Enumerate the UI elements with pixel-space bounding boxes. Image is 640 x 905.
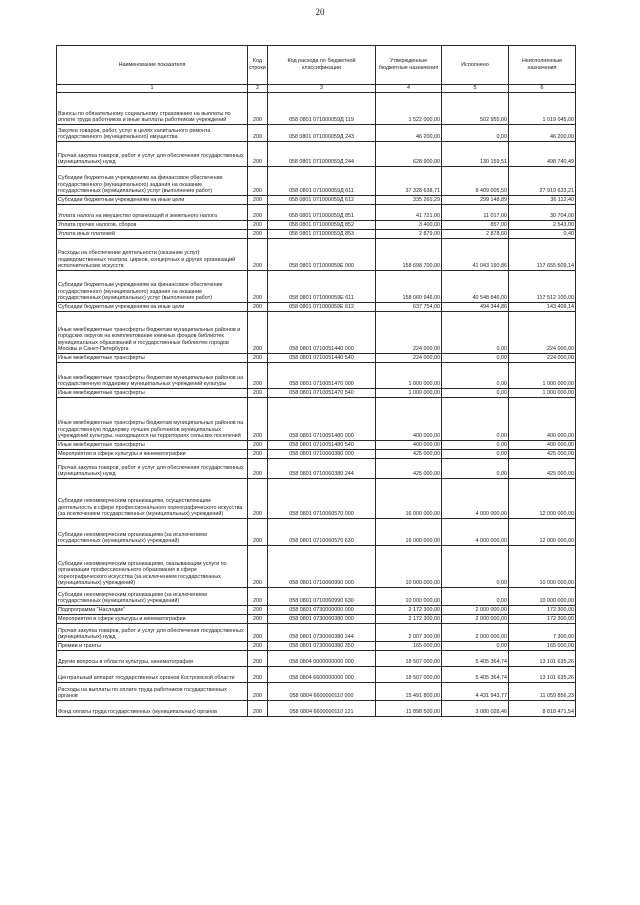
row-budget-code: 058 0801 0710051440 540 <box>268 354 376 363</box>
row-budget-code: 058 0801 0710060990 000 <box>268 546 376 588</box>
row-budget-code: 058 0801 0710051480 540 <box>268 441 376 450</box>
row-name: Иные межбюджетные трансферты бюджетам муниципальных районов на государственную поддержку лучших работников муниципальных учреждений культуры, находящихся на территориях сельских поселений <box>57 398 248 441</box>
header-budget-code: Код расхода по бюджетной классификации <box>268 46 376 85</box>
row-name: Уплата налога на имущество организаций и земельного налога <box>57 205 248 221</box>
row-name: Взносы по обязательному социальному страхованию на выплаты по оплате труда работников и иные выплаты работникам учреждений <box>57 93 248 125</box>
row-unexecuted: 11 059 856,23 <box>509 683 576 701</box>
row-executed: 857,00 <box>442 221 509 230</box>
table-row <box>57 615 576 624</box>
row-executed: 4 000 000,00 <box>442 519 509 546</box>
row-approved: 41 721,00 <box>376 205 442 221</box>
header-name: Наименование показателя <box>57 46 248 85</box>
row-unexecuted: 46 200,00 <box>509 125 576 142</box>
row-executed: 0,00 <box>442 398 509 441</box>
row-name: Иные межбюджетные трансферты <box>57 354 248 363</box>
row-name: Мероприятия в сфере культуры и кинематографии <box>57 450 248 459</box>
row-line-code: 200 <box>248 615 268 624</box>
row-approved: 16 000 000,00 <box>376 479 442 519</box>
row-approved: 16 000 000,00 <box>376 519 442 546</box>
row-executed: 0,00 <box>442 450 509 459</box>
row-budget-code: 058 0801 0710060380 000 <box>268 450 376 459</box>
row-executed: 494 344,86 <box>442 303 509 312</box>
row-name: Прочая закупка товаров, работ и услуг для обеспечения государственных (муниципальных) нужд <box>57 624 248 642</box>
column-number: 4 <box>376 85 442 93</box>
table-row <box>57 519 576 546</box>
row-line-code: 200 <box>248 398 268 441</box>
row-executed: 0,00 <box>442 441 509 450</box>
table-body <box>57 93 576 717</box>
row-budget-code: 058 0801 0710051480 000 <box>268 398 376 441</box>
row-approved: 158 698 700,00 <box>376 239 442 271</box>
row-executed: 2 000 000,00 <box>442 624 509 642</box>
row-approved: 2 172 300,00 <box>376 606 442 615</box>
column-number: 5 <box>442 85 509 93</box>
row-unexecuted: 425 000,00 <box>509 450 576 459</box>
row-line-code: 200 <box>248 230 268 239</box>
row-line-code: 200 <box>248 450 268 459</box>
row-line-code: 200 <box>248 142 268 167</box>
row-name: Иные межбюджетные трансферты бюджетам муниципальных районов на государственную поддержку муниципальных учреждений культуры <box>57 363 248 389</box>
row-approved: 10 000 000,00 <box>376 588 442 606</box>
row-executed: 502 955,00 <box>442 93 509 125</box>
row-budget-code: 058 0801 0730060380 000 <box>268 615 376 624</box>
table-row <box>57 205 576 221</box>
row-line-code: 200 <box>248 701 268 717</box>
row-name: Другие вопросы в области культуры, кинематографии <box>57 651 248 667</box>
row-line-code: 200 <box>248 519 268 546</box>
row-budget-code: 058 0801 071000059Д 852 <box>268 221 376 230</box>
row-executed: 299 148,89 <box>442 196 509 205</box>
row-budget-code: 058 0801 071000059Д 853 <box>268 230 376 239</box>
column-number: 6 <box>509 85 576 93</box>
budget-execution-table <box>56 45 576 717</box>
row-name: Иные межбюджетные трансферты <box>57 441 248 450</box>
table-row <box>57 167 576 196</box>
row-line-code: 200 <box>248 93 268 125</box>
row-unexecuted: 172 300,00 <box>509 615 576 624</box>
row-unexecuted: 7 300,00 <box>509 624 576 642</box>
row-line-code: 200 <box>248 363 268 389</box>
row-executed: 0,00 <box>442 312 509 354</box>
row-unexecuted: 498 740,49 <box>509 142 576 167</box>
row-executed: 0,00 <box>442 125 509 142</box>
row-line-code: 200 <box>248 196 268 205</box>
table-row <box>57 312 576 354</box>
row-approved: 18 507 000,00 <box>376 651 442 667</box>
row-approved: 3 400,00 <box>376 221 442 230</box>
table-row <box>57 546 576 588</box>
row-name: Субсидии бюджетным учреждениям на финансовое обеспечение государственного (муниципального) задания на оказание государственных (муниципальных) услуг (выполнение работ) <box>57 167 248 196</box>
row-approved: 1 522 000,00 <box>376 93 442 125</box>
row-approved: 224 000,00 <box>376 312 442 354</box>
row-executed: 41 043 190,86 <box>442 239 509 271</box>
table-row <box>57 230 576 239</box>
row-line-code: 200 <box>248 125 268 142</box>
row-approved: 46 200,00 <box>376 125 442 142</box>
header-unexecuted: Неисполненные назначения <box>509 46 576 85</box>
row-name: Субсидии некоммерческим организациям (за исключением государственных (муниципальных) учреждений) <box>57 588 248 606</box>
row-name: Субсидии некоммерческим организациям (за исключением государственных (муниципальных) учреждений) <box>57 519 248 546</box>
row-line-code: 200 <box>248 221 268 230</box>
header-approved: Утвержденные бюджетные назначения <box>376 46 442 85</box>
row-line-code: 200 <box>248 303 268 312</box>
row-line-code: 200 <box>248 642 268 651</box>
row-unexecuted: 2 543,00 <box>509 221 576 230</box>
row-executed: 3 080 028,46 <box>442 701 509 717</box>
row-executed: 0,00 <box>442 459 509 479</box>
row-unexecuted: 12 000 000,00 <box>509 479 576 519</box>
row-unexecuted: 10 000 000,00 <box>509 588 576 606</box>
row-name: Фонд оплаты труда государственных (муниципальных) органов <box>57 701 248 717</box>
row-budget-code: 058 0801 0710060380 244 <box>268 459 376 479</box>
table-row <box>57 398 576 441</box>
row-line-code: 200 <box>248 588 268 606</box>
row-unexecuted: 1 000 000,00 <box>509 389 576 398</box>
row-name: Премии и гранты <box>57 642 248 651</box>
row-unexecuted: 36 112,40 <box>509 196 576 205</box>
row-budget-code: 058 0801 071000059Д 851 <box>268 205 376 221</box>
row-line-code: 200 <box>248 271 268 303</box>
column-number-row <box>57 85 576 93</box>
table-row <box>57 196 576 205</box>
row-unexecuted: 8 818 471,54 <box>509 701 576 717</box>
row-name: Субсидии некоммерческим организациям, осуществляющим деятельность в сфере профессионального хореографического искусства (за исключением государственных (муниципальных) учреждений) <box>57 479 248 519</box>
row-approved: 10 000 000,00 <box>376 546 442 588</box>
row-unexecuted: 1 000 000,00 <box>509 363 576 389</box>
row-unexecuted: 10 000 000,00 <box>509 546 576 588</box>
row-approved: 165 000,00 <box>376 642 442 651</box>
row-line-code: 200 <box>248 606 268 615</box>
row-name: Закупка товаров, работ, услуг в целях капитального ремонта государственного (муниципального) имущества <box>57 125 248 142</box>
row-budget-code: 058 0801 0710051470 540 <box>268 389 376 398</box>
row-unexecuted: 12 000 000,00 <box>509 519 576 546</box>
row-approved: 425 000,00 <box>376 459 442 479</box>
row-budget-code: 058 0804 6600000000 000 <box>268 667 376 683</box>
table-row <box>57 441 576 450</box>
row-budget-code: 058 0801 071000059Д 243 <box>268 125 376 142</box>
row-budget-code: 058 0801 071000059Д 612 <box>268 196 376 205</box>
row-budget-code: 058 0801 0710060570 000 <box>268 479 376 519</box>
row-name: Субсидии бюджетным учреждениям на финансовое обеспечение государственного (муниципального) задания на оказание государственных (муниципальных) услуг (выполнение работ) <box>57 271 248 303</box>
column-number: 2 <box>248 85 268 93</box>
row-budget-code: 058 0801 0710051440 000 <box>268 312 376 354</box>
table-row <box>57 450 576 459</box>
row-unexecuted: 27 919 633,21 <box>509 167 576 196</box>
row-executed: 2 878,60 <box>442 230 509 239</box>
row-budget-code: 058 0801 071000059Д 611 <box>268 167 376 196</box>
table-row <box>57 271 576 303</box>
row-approved: 15 491 800,00 <box>376 683 442 701</box>
row-line-code: 200 <box>248 441 268 450</box>
row-line-code: 200 <box>248 389 268 398</box>
row-name: Иные межбюджетные трансферты <box>57 389 248 398</box>
row-unexecuted: 117 512 100,00 <box>509 271 576 303</box>
row-unexecuted: 425 000,00 <box>509 459 576 479</box>
row-budget-code: 058 0801 071000059Е 611 <box>268 271 376 303</box>
table-row <box>57 125 576 142</box>
row-executed: 0,00 <box>442 363 509 389</box>
row-unexecuted: 224 000,00 <box>509 354 576 363</box>
row-name: Расходы на обеспечение деятельности (оказание услуг) подведомственных театров, цирков, концертных и других организаций исполнительских искусств <box>57 239 248 271</box>
row-executed: 40 548 846,00 <box>442 271 509 303</box>
row-approved: 37 328 638,71 <box>376 167 442 196</box>
row-budget-code: 058 0804 6600000110 121 <box>268 701 376 717</box>
row-executed: 0,00 <box>442 642 509 651</box>
row-executed: 2 000 000,00 <box>442 615 509 624</box>
row-name: Иные межбюджетные трансферты бюджетам муниципальных районов и городских округов на комплектование книжных фондов библиотек муниципальных образований и государственных библиотек городов Москвы и Санкт-Петербурга <box>57 312 248 354</box>
row-line-code: 200 <box>248 546 268 588</box>
table-row <box>57 642 576 651</box>
table-row <box>57 606 576 615</box>
row-approved: 637 754,00 <box>376 303 442 312</box>
row-approved: 335 261,29 <box>376 196 442 205</box>
header-line-code: Код строки <box>248 46 268 85</box>
row-unexecuted: 13 101 635,26 <box>509 651 576 667</box>
row-executed: 11 017,00 <box>442 205 509 221</box>
row-approved: 18 507 000,00 <box>376 667 442 683</box>
row-executed: 4 431 943,77 <box>442 683 509 701</box>
row-executed: 2 000 000,00 <box>442 606 509 615</box>
row-line-code: 200 <box>248 683 268 701</box>
row-executed: 130 159,51 <box>442 142 509 167</box>
table-row <box>57 588 576 606</box>
table-row <box>57 651 576 667</box>
row-name: Подпрограмма "Наследие" <box>57 606 248 615</box>
table-row <box>57 221 576 230</box>
row-approved: 400 000,00 <box>376 441 442 450</box>
row-executed: 0,00 <box>442 546 509 588</box>
row-line-code: 200 <box>248 479 268 519</box>
row-budget-code: 058 0801 0710051470 000 <box>268 363 376 389</box>
row-name: Мероприятия в сфере культуры и кинематографии <box>57 615 248 624</box>
row-budget-code: 058 0801 0730060380 244 <box>268 624 376 642</box>
row-executed: 0,00 <box>442 354 509 363</box>
row-unexecuted: 30 704,00 <box>509 205 576 221</box>
row-approved: 11 898 500,00 <box>376 701 442 717</box>
header-executed: Исполнено <box>442 46 509 85</box>
row-budget-code: 058 0801 0730060380 350 <box>268 642 376 651</box>
table-row <box>57 354 576 363</box>
table-row <box>57 683 576 701</box>
page-number: 20 <box>315 7 325 17</box>
row-approved: 400 000,00 <box>376 398 442 441</box>
row-name: Субсидии бюджетным учреждениям на иные цели <box>57 303 248 312</box>
column-number: 3 <box>268 85 376 93</box>
row-executed: 4 000 000,00 <box>442 479 509 519</box>
table-row <box>57 667 576 683</box>
row-name: Прочая закупка товаров, работ и услуг для обеспечения государственных (муниципальных) нужд <box>57 142 248 167</box>
table-row <box>57 624 576 642</box>
row-unexecuted: 172 300,00 <box>509 606 576 615</box>
row-unexecuted: 400 000,00 <box>509 441 576 450</box>
row-line-code: 200 <box>248 624 268 642</box>
row-name: Уплата прочих налогов, сборов <box>57 221 248 230</box>
row-name: Расходы на выплаты по оплате труда работников государственных органов <box>57 683 248 701</box>
row-approved: 1 000 000,00 <box>376 363 442 389</box>
row-unexecuted: 13 101 635,26 <box>509 667 576 683</box>
column-number: 1 <box>57 85 248 93</box>
row-name: Субсидии бюджетным учреждениям на иные цели <box>57 196 248 205</box>
row-approved: 2 879,00 <box>376 230 442 239</box>
row-budget-code: 058 0801 071000059Д 244 <box>268 142 376 167</box>
row-budget-code: 058 0801 0710060990 630 <box>268 588 376 606</box>
table-row <box>57 363 576 389</box>
row-line-code: 200 <box>248 667 268 683</box>
row-unexecuted: 224 000,00 <box>509 312 576 354</box>
row-approved: 425 000,00 <box>376 450 442 459</box>
row-executed: 0,00 <box>442 588 509 606</box>
row-budget-code: 058 0801 071000059Д 119 <box>268 93 376 125</box>
row-unexecuted: 165 000,00 <box>509 642 576 651</box>
table-row <box>57 239 576 271</box>
table-row <box>57 142 576 167</box>
row-name: Прочая закупка товаров, работ и услуг для обеспечения государственных (муниципальных) нужд <box>57 459 248 479</box>
row-executed: 5 405 364,74 <box>442 667 509 683</box>
row-budget-code: 058 0801 071000059Е 000 <box>268 239 376 271</box>
row-executed: 5 405 364,74 <box>442 651 509 667</box>
row-budget-code: 058 0801 0730000000 000 <box>268 606 376 615</box>
row-name: Уплата иных платежей <box>57 230 248 239</box>
row-line-code: 200 <box>248 459 268 479</box>
row-line-code: 200 <box>248 167 268 196</box>
row-executed: 0,00 <box>442 389 509 398</box>
row-unexecuted: 400 000,00 <box>509 398 576 441</box>
row-line-code: 200 <box>248 239 268 271</box>
row-approved: 1 000 000,00 <box>376 389 442 398</box>
table-row <box>57 303 576 312</box>
row-unexecuted: 1 019 045,00 <box>509 93 576 125</box>
row-approved: 224 000,00 <box>376 354 442 363</box>
row-line-code: 200 <box>248 205 268 221</box>
row-budget-code: 058 0801 0710060570 630 <box>268 519 376 546</box>
row-unexecuted: 143 409,14 <box>509 303 576 312</box>
table-row <box>57 93 576 125</box>
row-name: Субсидии некоммерческим организациям, оказывающим услуги по организации профессионального образования в сфере хореографического искусства (за исключением государственных (муниципальных) учреждений) <box>57 546 248 588</box>
row-approved: 2 007 300,00 <box>376 624 442 642</box>
row-approved: 2 172 300,00 <box>376 615 442 624</box>
row-unexecuted: 117 655 509,14 <box>509 239 576 271</box>
row-budget-code: 058 0801 071000059Е 612 <box>268 303 376 312</box>
table-row <box>57 459 576 479</box>
row-budget-code: 058 0804 6600000110 000 <box>268 683 376 701</box>
row-approved: 158 060 946,00 <box>376 271 442 303</box>
row-line-code: 200 <box>248 354 268 363</box>
row-approved: 628 900,00 <box>376 142 442 167</box>
row-line-code: 200 <box>248 651 268 667</box>
row-name: Центральный аппарат государственных органов Костромской области <box>57 667 248 683</box>
row-line-code: 200 <box>248 312 268 354</box>
table-row <box>57 479 576 519</box>
row-executed: 9 409 005,50 <box>442 167 509 196</box>
table-row <box>57 389 576 398</box>
row-budget-code: 058 0804 0000000000 000 <box>268 651 376 667</box>
table-row <box>57 701 576 717</box>
row-unexecuted: 0,40 <box>509 230 576 239</box>
